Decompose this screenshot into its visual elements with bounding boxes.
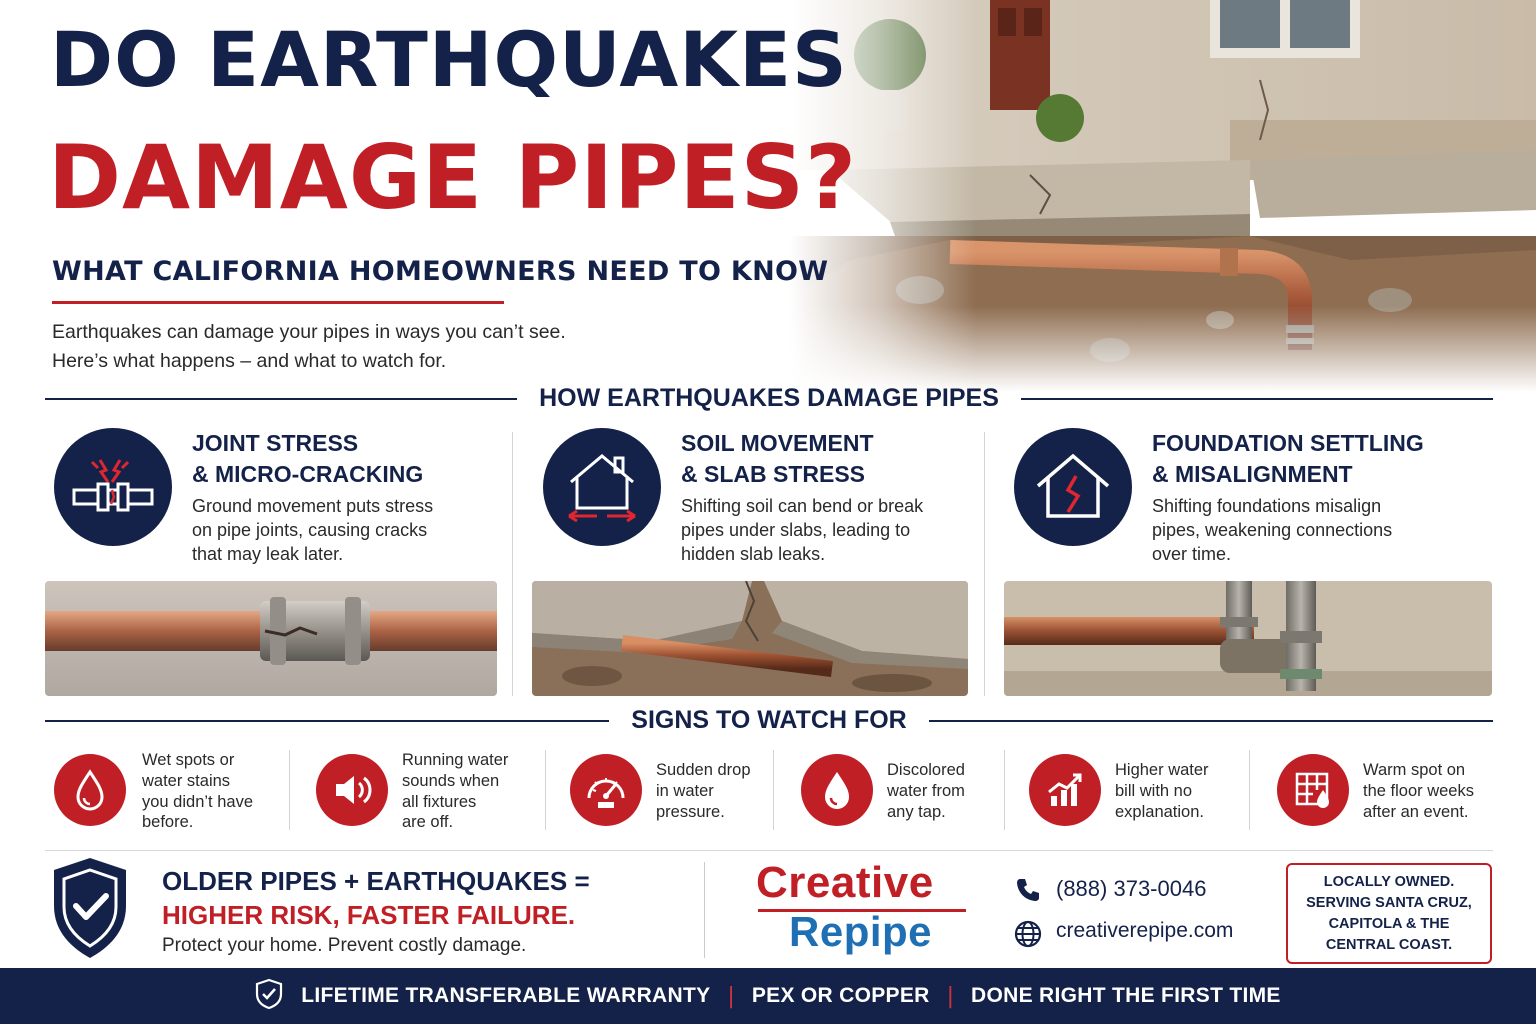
sign-text	[1115, 760, 1209, 822]
subtitle: WHAT CALIFORNIA HOMEOWNERS NEED TO KNOW	[52, 256, 829, 287]
how-desc-line: that may leak later.	[192, 544, 344, 564]
phone-icon	[1014, 876, 1042, 908]
intro-line-2: Here’s what happens – and what to watch for.	[52, 350, 447, 372]
water-drop-icon	[54, 754, 126, 826]
how-title-line-1: FOUNDATION SETTLING	[1152, 430, 1424, 456]
risk-tagline: Protect your home. Prevent costly damage.	[162, 935, 527, 956]
heading-rule-left	[45, 398, 517, 400]
sign-text-line: Running water	[402, 751, 509, 769]
sign-text-line: all fixtures	[402, 792, 477, 811]
how-desc-line: Shifting foundations misalign	[1152, 496, 1382, 516]
misaligned-pipe-wall-photo	[1004, 581, 1492, 696]
cracked-pipe-joint-icon	[54, 428, 172, 546]
heading-rule-right	[1021, 398, 1493, 400]
sign-item-wet-spots	[54, 748, 284, 838]
how-title-line-1: SOIL MOVEMENT	[681, 430, 874, 456]
sign-divider	[1004, 750, 1005, 830]
sign-text-line: water from	[887, 781, 965, 800]
sign-item-warm-spot	[1277, 748, 1497, 838]
signs-section-heading	[45, 706, 1493, 735]
how-title-line-1: JOINT STRESS	[192, 430, 359, 456]
sign-text-line: are off.	[402, 813, 454, 832]
sign-text-line: Wet spots or	[142, 751, 235, 769]
title-underline	[52, 301, 504, 304]
sign-item-running-water	[316, 748, 541, 838]
shield-check-icon	[255, 978, 283, 1014]
sign-text	[887, 760, 965, 822]
banner-divider	[704, 862, 705, 958]
how-title	[1152, 428, 1424, 490]
headline-line-1: DO EARTHQUAKES	[50, 15, 848, 104]
footer-item-materials: PEX OR COPPER	[751, 984, 930, 1007]
sign-text-line: Warm spot on	[1363, 761, 1466, 779]
how-desc-line: on pipe joints, causing cracks	[192, 520, 428, 540]
badge-line: CENTRAL COAST.	[1325, 936, 1453, 953]
footer-separator: |	[727, 983, 735, 1009]
water-drop-icon	[801, 754, 873, 826]
how-title	[681, 428, 874, 490]
sign-divider	[1249, 750, 1250, 830]
sign-divider	[773, 750, 774, 830]
how-description	[192, 494, 433, 566]
shield-check-icon	[50, 856, 130, 964]
pressure-gauge-icon	[570, 754, 642, 826]
sign-text-line: after an event.	[1363, 802, 1469, 821]
sign-text-line: any tap.	[887, 802, 946, 821]
sign-text-line: sounds when	[402, 771, 500, 790]
how-title	[192, 428, 423, 490]
how-description	[681, 494, 923, 566]
footer-separator: |	[946, 983, 955, 1009]
sign-item-higher-bill	[1029, 748, 1244, 838]
speaker-icon	[316, 754, 388, 826]
sign-text-line: Discolored	[887, 761, 965, 779]
sign-text	[142, 750, 253, 833]
sign-text-line: in water	[656, 781, 714, 800]
signs-heading-label: SIGNS TO WATCH FOR	[631, 706, 907, 734]
cracked-copper-pipe-photo	[45, 581, 497, 696]
how-desc-line: hidden slab leaks.	[681, 544, 826, 564]
column-divider	[984, 432, 985, 696]
sign-item-pressure-drop	[570, 748, 795, 838]
globe-icon	[1014, 920, 1042, 952]
brand-logo-repipe: Repipe	[789, 908, 933, 955]
floor-tile-drop-icon	[1277, 754, 1349, 826]
sign-text-line: explanation.	[1115, 802, 1204, 821]
how-desc-line: pipes under slabs, leading to	[681, 520, 911, 540]
sign-text-line: Sudden drop	[656, 761, 751, 779]
heading-rule-left	[45, 720, 609, 722]
sign-item-discolored-water	[801, 748, 1021, 838]
locally-owned-badge	[1286, 863, 1492, 964]
how-desc-line: Ground movement puts stress	[192, 496, 434, 516]
how-description	[1152, 494, 1392, 566]
how-title-line-2: & MICRO-CRACKING	[192, 461, 424, 487]
sign-text-line: bill with no	[1115, 781, 1193, 800]
badge-line: SERVING SANTA CRUZ,	[1306, 894, 1472, 911]
how-desc-line: pipes, weakening connections	[1152, 520, 1393, 540]
sign-text	[1363, 760, 1474, 822]
how-desc-line: Shifting soil can bend or break	[681, 496, 924, 516]
how-section-heading	[45, 384, 1493, 413]
website-link[interactable]: creativerepipe.com	[1056, 919, 1234, 942]
risk-warning: HIGHER RISK, FASTER FAILURE.	[162, 900, 576, 930]
footer-item-warranty: LIFETIME TRANSFERABLE WARRANTY	[301, 984, 711, 1007]
sign-text-line: pressure.	[656, 802, 725, 821]
phone-number[interactable]: (888) 373-0046	[1056, 876, 1207, 901]
sign-text-line: you didn’t have	[142, 792, 253, 811]
how-title-line-2: & SLAB STRESS	[681, 461, 866, 487]
brand-logo-creative: Creative	[756, 858, 934, 907]
risk-heading: OLDER PIPES + EARTHQUAKES =	[162, 866, 590, 896]
sign-text-line: the floor weeks	[1363, 781, 1474, 800]
sign-divider	[289, 750, 290, 830]
badge-line: CAPITOLA & THE	[1328, 915, 1450, 932]
intro-line-1: Earthquakes can damage your pipes in ways you can’t see.	[52, 321, 566, 343]
broken-slab-pipe-photo	[532, 581, 968, 696]
sign-text-line: before.	[142, 813, 194, 832]
headline-line-2: DAMAGE PIPES?	[48, 126, 858, 229]
intro-text	[52, 318, 566, 376]
footer-item-quality: DONE RIGHT THE FIRST TIME	[971, 984, 1281, 1007]
how-desc-line: over time.	[1152, 544, 1232, 564]
section-divider	[45, 850, 1493, 851]
footer-bar	[0, 968, 1536, 1024]
hero-photo	[790, 0, 1536, 392]
heading-rule-right	[929, 720, 1493, 722]
sign-text-line: Higher water	[1115, 761, 1209, 779]
badge-line: LOCALLY OWNED.	[1323, 873, 1455, 890]
sign-text	[656, 760, 751, 822]
sign-text	[402, 750, 508, 833]
house-slab-shift-icon	[543, 428, 661, 546]
sign-text-line: water stains	[142, 771, 231, 790]
cracked-house-icon	[1014, 428, 1132, 546]
sign-divider	[545, 750, 546, 830]
how-heading-label: HOW EARTHQUAKES DAMAGE PIPES	[539, 384, 999, 412]
how-title-line-2: & MISALIGNMENT	[1152, 461, 1353, 487]
rising-bill-chart-icon	[1029, 754, 1101, 826]
column-divider	[512, 432, 513, 696]
